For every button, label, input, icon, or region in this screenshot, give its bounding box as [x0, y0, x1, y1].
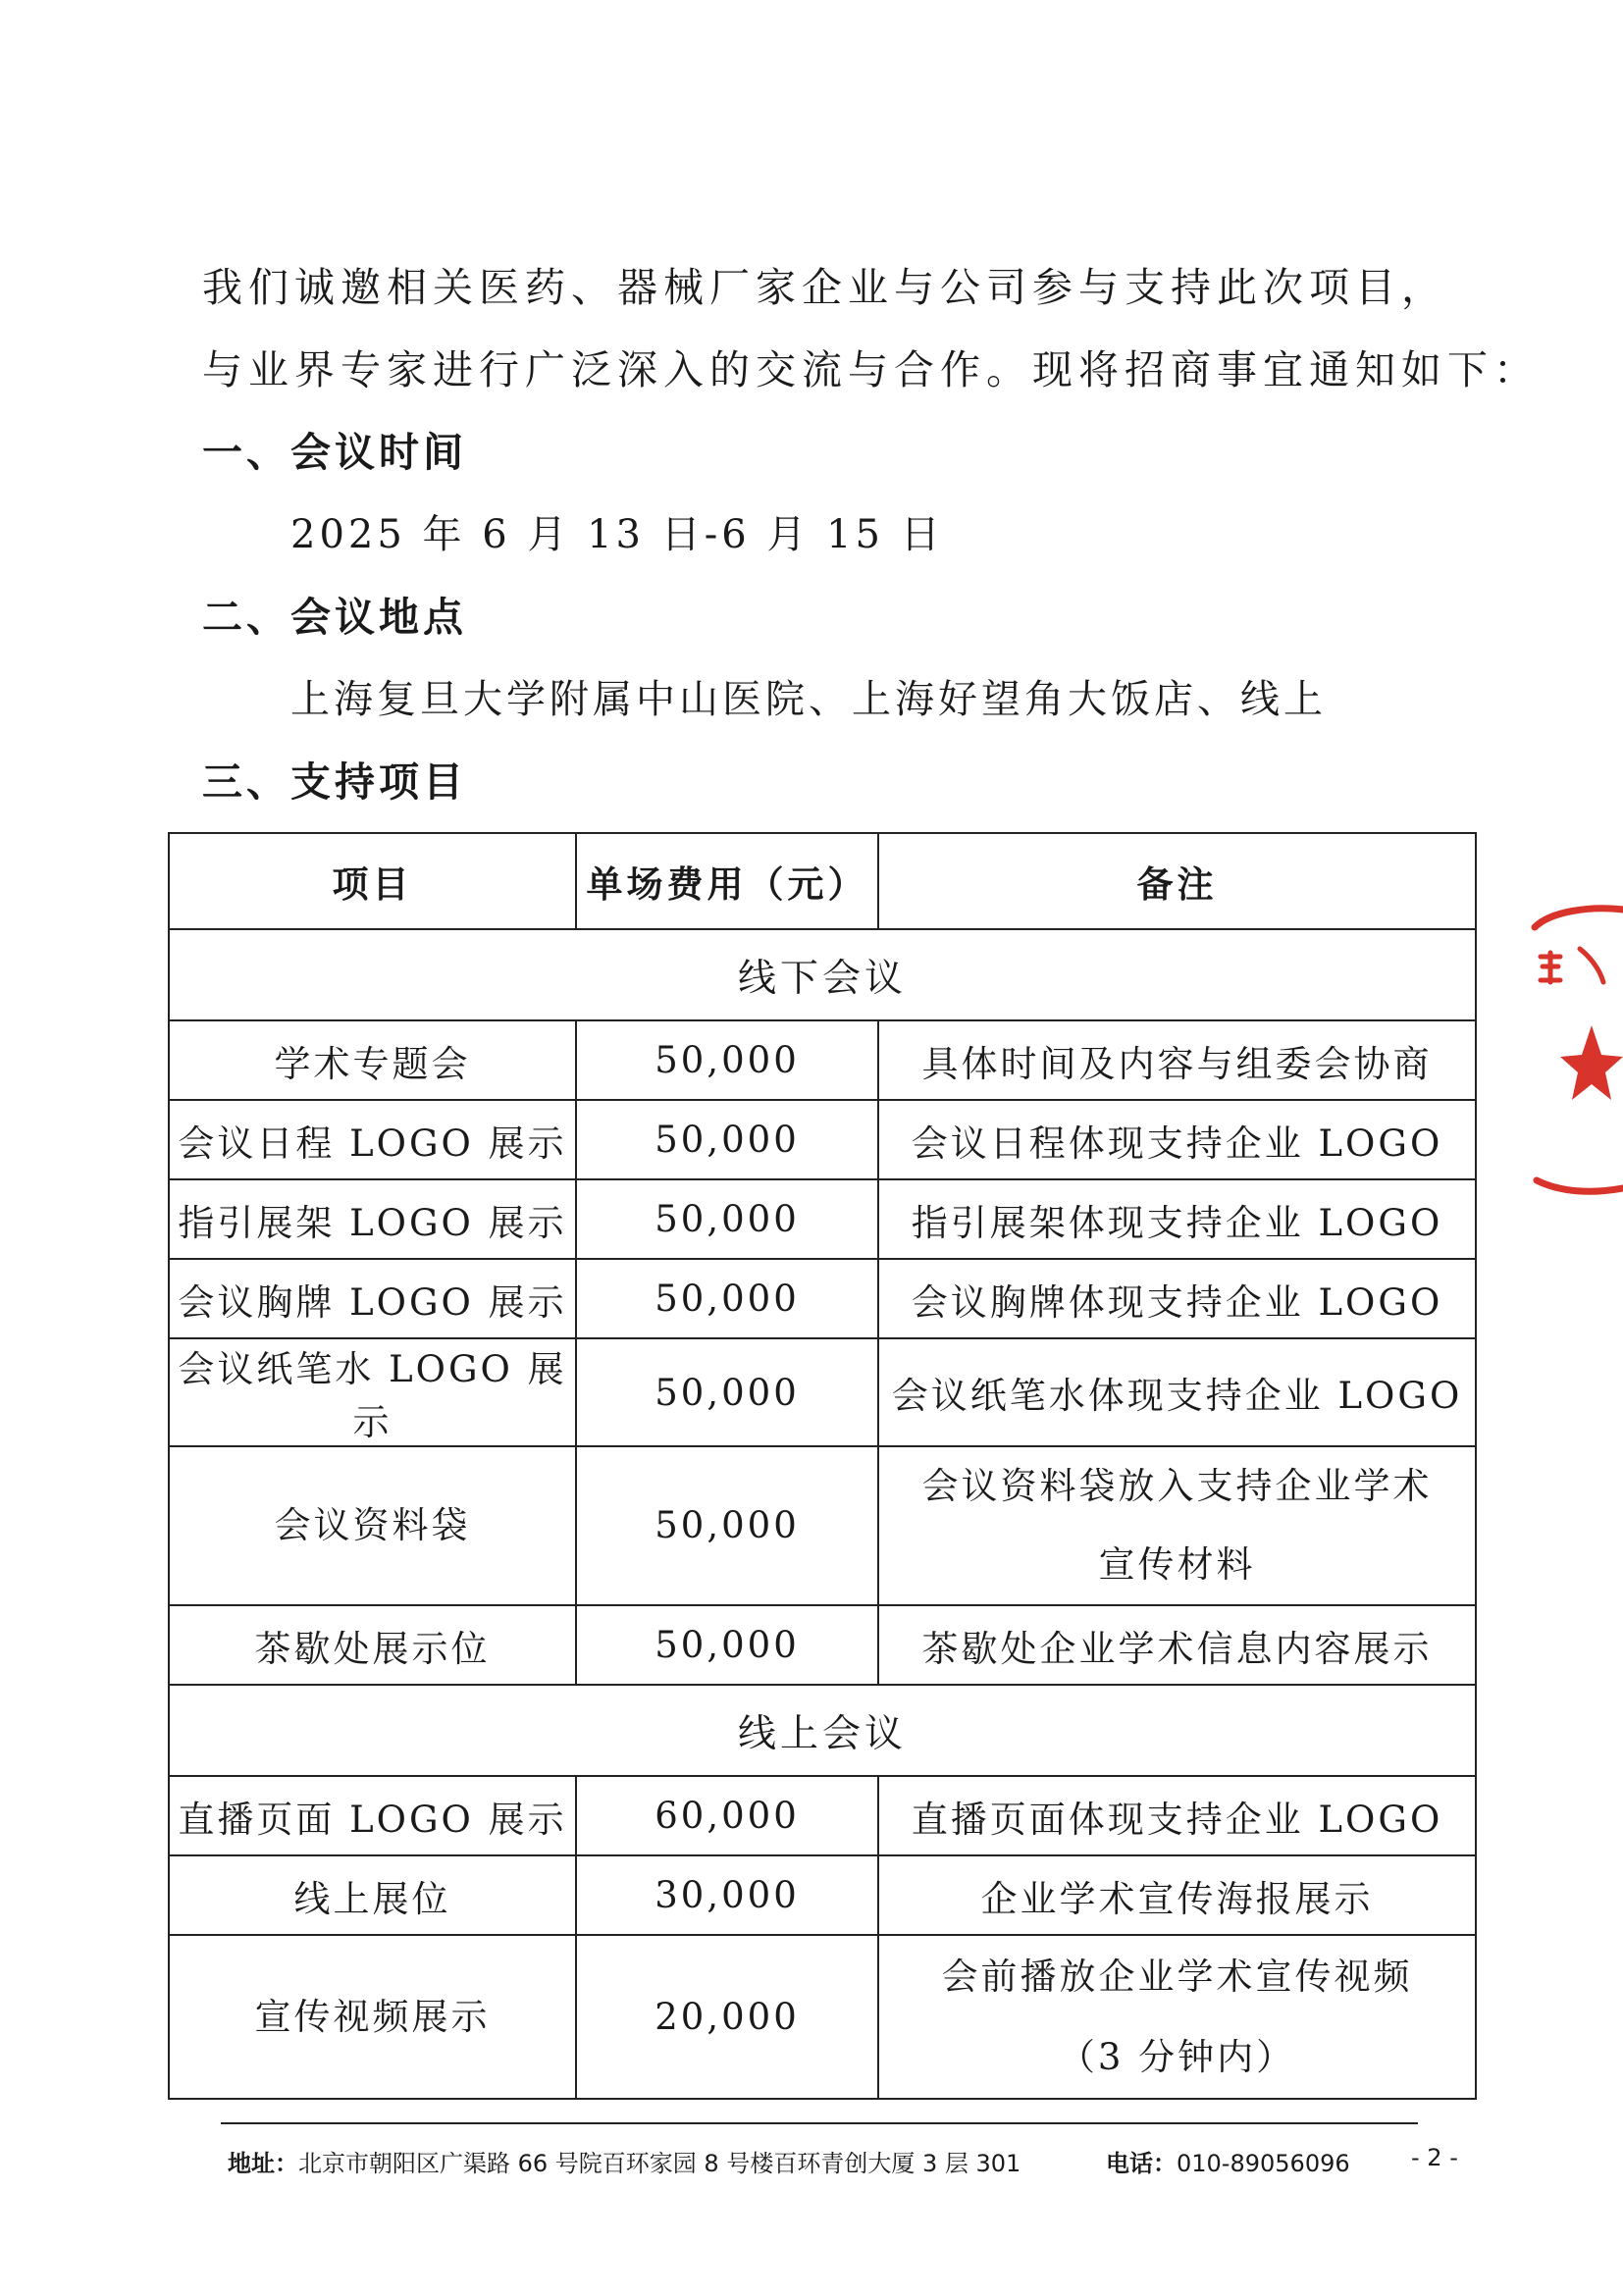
footer-divider	[221, 2122, 1418, 2124]
note-cell: 茶歇处企业学术信息内容展示	[878, 1605, 1476, 1685]
note-cell: 指引展架体现支持企业 LOGO	[878, 1179, 1476, 1259]
note-line: 会议资料袋放入支持企业学术	[921, 1465, 1433, 1507]
note-cell: 具体时间及内容与组委会协商	[878, 1020, 1476, 1100]
section-online: 线上会议	[169, 1685, 1476, 1776]
seal-arc-top	[1535, 909, 1623, 927]
note-cell: 企业学术宣传海报展示	[878, 1855, 1476, 1935]
table-row	[169, 1179, 1476, 1259]
note-cell: 会议胸牌体现支持企业 LOGO	[878, 1259, 1476, 1338]
item-cell: 宣传视频展示	[169, 1935, 576, 2099]
address-value: 北京市朝阳区广渠路 66 号院百环家园 8 号楼百环青创大厦 3 层 301	[298, 2150, 1021, 2177]
fee-cell: 50,000	[576, 1179, 878, 1259]
item-cell: 会议胸牌 LOGO 展示	[169, 1259, 576, 1338]
note-line: 会前播放企业学术宣传视频	[941, 1955, 1413, 1998]
table-row	[169, 1338, 1476, 1446]
note-line: 宣传材料	[1098, 1543, 1256, 1586]
item-cell: 茶歇处展示位	[169, 1605, 576, 1685]
item-cell: 线上展位	[169, 1855, 576, 1935]
item-cell: 直播页面 LOGO 展示	[169, 1776, 576, 1855]
item-cell: 会议日程 LOGO 展示	[169, 1100, 576, 1179]
address-label: 地址：	[228, 2150, 298, 2177]
note-cell	[878, 1935, 1476, 2099]
intro-line-2-text: 与业界专家进行广泛深入的交流与合作。现将招商事宜通知如下：	[202, 346, 1540, 393]
table-row	[169, 1605, 1476, 1685]
fee-cell: 50,000	[576, 1100, 878, 1179]
phone-value: 010-89056096	[1177, 2150, 1350, 2177]
fee-cell: 30,000	[576, 1855, 878, 1935]
note-line: （3 分钟内）	[1058, 2035, 1296, 2078]
red-seal-stamp	[1521, 898, 1623, 1222]
intro-line-1: 我们诚邀相关医药、器械厂家企业与公司参与支持此次项目，	[202, 264, 1447, 311]
phone-label: 电话：	[1106, 2150, 1177, 2177]
note-cell: 会议纸笔水体现支持企业 LOGO	[878, 1338, 1476, 1446]
table-row	[169, 1855, 1476, 1935]
section-offline: 线下会议	[169, 929, 1476, 1020]
note-cell	[878, 1446, 1476, 1605]
fee-cell: 50,000	[576, 1605, 878, 1685]
fee-cell: 50,000	[576, 1020, 878, 1100]
fee-cell: 60,000	[576, 1776, 878, 1855]
item-cell: 会议资料袋	[169, 1446, 576, 1605]
table-row	[169, 1935, 1476, 2099]
footer-address	[228, 2144, 1021, 2178]
header-item: 项目	[169, 833, 576, 929]
support-items-table	[168, 832, 1477, 2100]
table-row	[169, 1446, 1476, 1605]
heading-location: 二、会议地点	[202, 594, 467, 641]
item-cell: 学术专题会	[169, 1020, 576, 1100]
heading-time: 一、会议时间	[202, 429, 467, 476]
item-cell: 指引展架 LOGO 展示	[169, 1179, 576, 1259]
note-cell: 会议日程体现支持企业 LOGO	[878, 1100, 1476, 1179]
table-row	[169, 1776, 1476, 1855]
fee-cell: 50,000	[576, 1259, 878, 1338]
seal-arc-bottom	[1537, 1180, 1623, 1191]
footer-phone	[1106, 2144, 1350, 2178]
item-cell: 会议纸笔水 LOGO 展示	[169, 1338, 576, 1446]
table-row	[169, 1100, 1476, 1179]
table-row	[169, 1020, 1476, 1100]
table-row	[169, 1259, 1476, 1338]
seal-glyph	[1541, 949, 1603, 982]
fee-cell: 20,000	[576, 1935, 878, 2099]
fee-cell: 50,000	[576, 1446, 878, 1605]
fee-cell: 50,000	[576, 1338, 878, 1446]
meeting-location: 上海复旦大学附属中山医院、上海好望角大饭店、线上	[290, 677, 1327, 722]
note-cell: 直播页面体现支持企业 LOGO	[878, 1776, 1476, 1855]
header-fee: 单场费用（元）	[576, 833, 878, 929]
heading-support: 三、支持项目	[202, 758, 467, 806]
seal-star	[1560, 1025, 1623, 1100]
header-note: 备注	[878, 833, 1476, 929]
page-number: - 2 -	[1411, 2144, 1458, 2171]
meeting-time: 2025 年 6 月 13 日-6 月 15 日	[290, 512, 944, 557]
